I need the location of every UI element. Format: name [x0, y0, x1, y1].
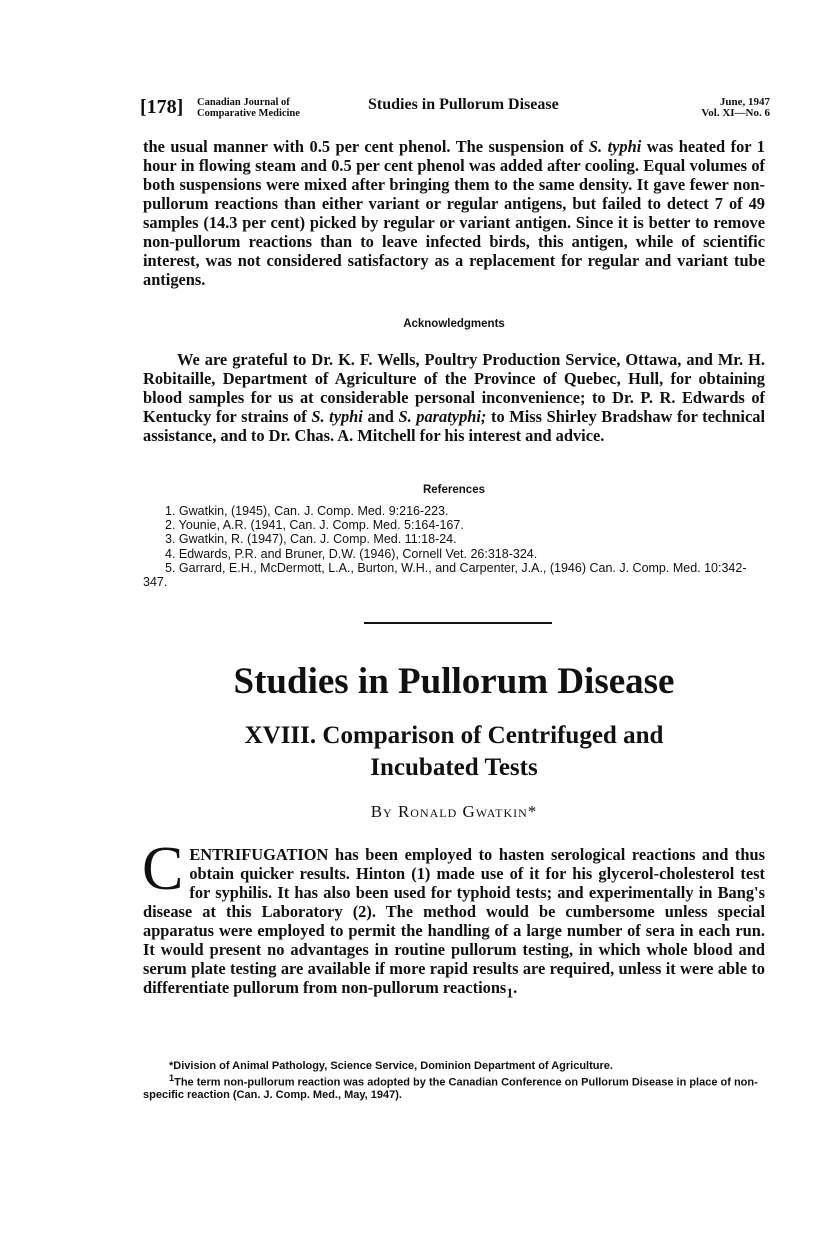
intro-end: . [513, 978, 518, 997]
intro-text: has been employed to hasten serological reactions and thus obtain quicker results. Hinton (1) made use of it for his glycerol-cholesterol test for syphilis. It has also been used for typhoid tests; and experimentally in Bang's disease at this Laboratory (2). The method would be cumbersome unless special apparatus were employed to permit the handling of a large number of sera in each run. It would present no advantages in routine pullorum testing, in which whole blood and serum plate testing are available if more rapid results are required, unless it were able to differentiate pullorum from non-pullorum reactions [143, 845, 765, 997]
text-run: and [362, 407, 399, 426]
reference-item: 3. Gwatkin, R. (1947), Can. J. Comp. Med. 11:18-24. [165, 532, 457, 547]
footnote-definition [143, 1072, 765, 1101]
reference-item: 1. Gwatkin, (1945), Can. J. Comp. Med. 9:216-223. [165, 504, 449, 518]
journal-name [197, 97, 300, 119]
subtitle-line: XVIII. Comparison of Centrifuged and [244, 722, 664, 749]
intro-first-word: ENTRIFUGATION [189, 845, 329, 864]
author-name: Ronald Gwatkin* [397, 802, 538, 821]
issue-volume: Vol. XI—No. 6 [701, 107, 770, 119]
section-divider [364, 622, 552, 624]
footnote-text: The term non-pullorum reaction was adopted by the Canadian Conference on Pullorum Disease in place of non-specific reaction (Can. J. Comp. Med., May, 1947). [143, 1076, 758, 1101]
text-run: the usual manner with 0.5 per cent phenol. The suspension of [143, 137, 589, 156]
reference-text: 5. Garrard, E.H., McDermott, L.A., Burton, W.H., and Carpenter, J.A., (1946) Can. J. Comp. Med. 10:342-347. [143, 560, 747, 590]
running-header [140, 96, 770, 126]
article-subtitle [143, 720, 765, 784]
running-title: Studies in Pullorum Disease [368, 96, 559, 113]
article-title: Studies in Pullorum Disease [233, 661, 675, 702]
author-byline [143, 802, 765, 822]
reference-item: 4. Edwards, P.R. and Bruner, D.W. (1946), Cornell Vet. 26:318-324. [165, 546, 538, 561]
text-run: was heated for 1 hour in flowing steam and 0.5 per cent phenol was added after cooling. Equal volumes of both suspensions were mixed after bringing them to the same density. It gave fewer non-pullorum reactions than either variant or regular antigens, but failed to detect 7 of 49 samples (14.3 per cent) picked by regular or variant antigen. Since it is better to remove non-pullorum reactions than to leave infected birds, this antigen, while of scientific interest, was not considered satisfactory as a replacement for regular and variant tube antigens. [143, 137, 765, 289]
footnote-marker: 1 [506, 985, 514, 1001]
text-run: We are grateful to Dr. K. F. Wells, Poultry Production Service, Ottawa, and Mr. H. Robitaille, Department of Agriculture of the Province of Quebec, Hull, for obtaining blood samples for us at considerable personal inconvenience; to Dr. P. R. Edwards of Kentucky for strains of [143, 350, 765, 426]
species-name: S. paratyphi; [398, 407, 487, 426]
intro-paragraph [142, 835, 765, 1002]
issue-date: June, 1947 [719, 96, 770, 108]
species-name: S. typhi [588, 137, 642, 156]
references-heading: References [422, 484, 485, 496]
reference-item: 2. Younie, A.R. (1941, Can. J. Comp. Med. 5:164-167. [165, 518, 464, 533]
drop-cap: C [142, 835, 184, 903]
reference-item [143, 561, 765, 589]
continued-paragraph [143, 137, 765, 289]
footnote-marker: 1 [169, 1073, 175, 1083]
acknowledgments-heading: Acknowledgments [403, 318, 505, 330]
references-list [143, 504, 765, 589]
author-by: By [370, 802, 393, 821]
issue-info [701, 97, 770, 119]
journal-name-line1: Canadian Journal of [197, 97, 290, 108]
journal-name-line2: Comparative Medicine [197, 108, 300, 119]
subtitle-line: Incubated Tests [370, 754, 538, 781]
footnote-affiliation: *Division of Animal Pathology, Science Service, Dominion Department of Agriculture. [169, 1060, 613, 1072]
page-number: [178] [140, 96, 184, 118]
acknowledgments-paragraph [143, 350, 765, 445]
text-run: to Miss Shirley Bradshaw for technical assistance, and to Dr. Chas. A. Mitchell for his interest and advice. [143, 407, 765, 445]
footnotes [143, 1060, 765, 1101]
species-name: S. typhi [311, 407, 363, 426]
